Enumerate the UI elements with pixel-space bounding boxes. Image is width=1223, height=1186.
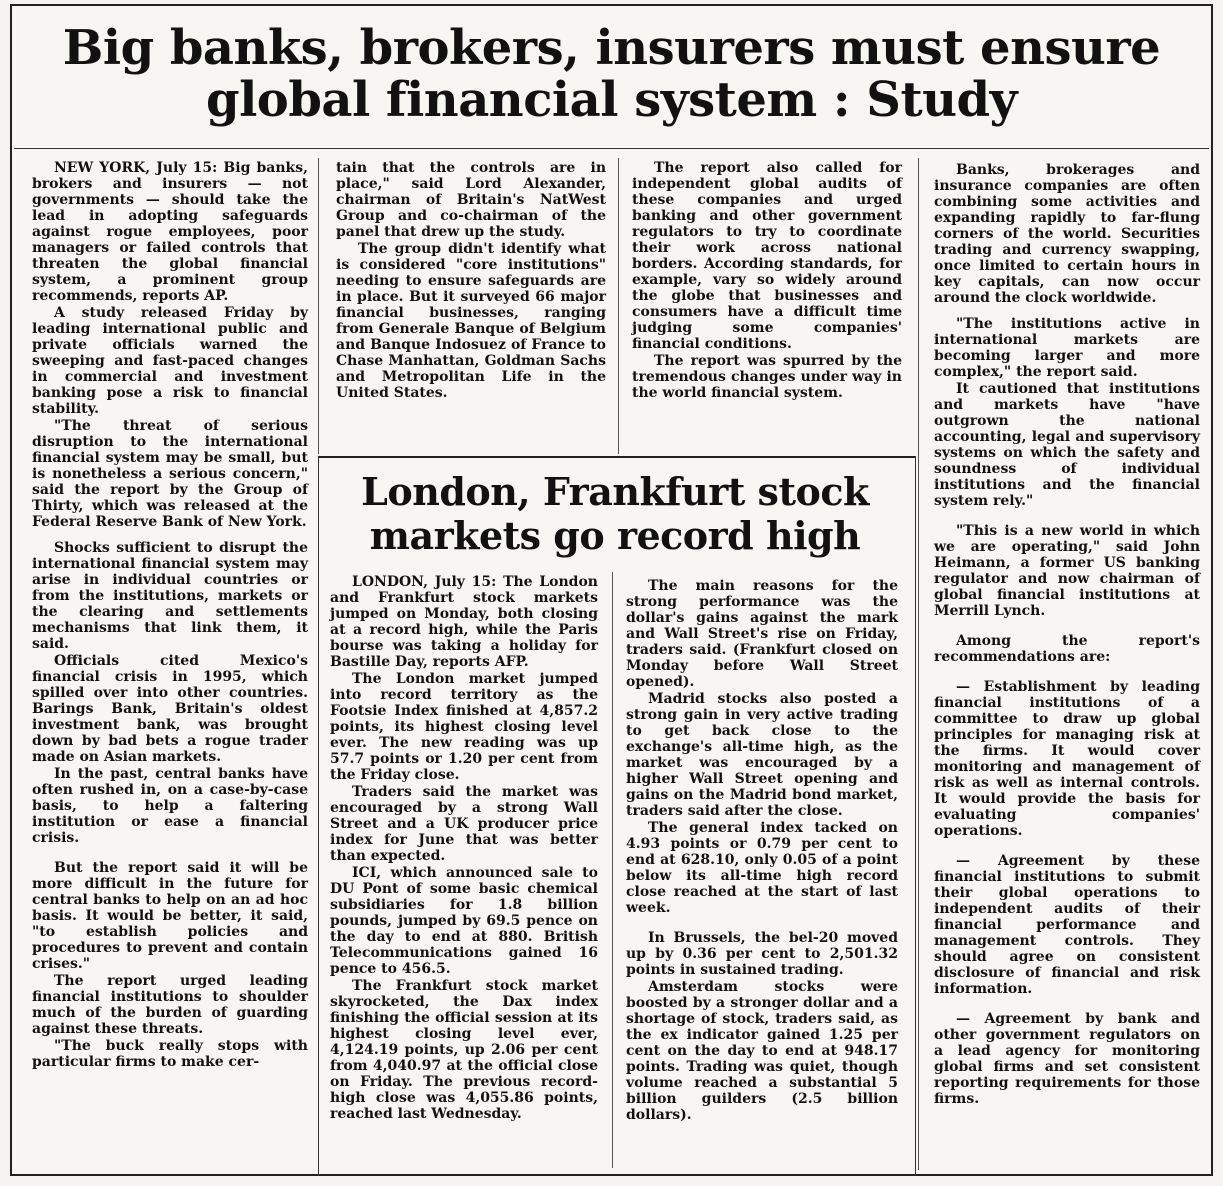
- paragraph: Among the report's recommendations are:: [934, 633, 1200, 665]
- article-column-1: [32, 160, 308, 1071]
- sidebar-headline: [322, 470, 908, 558]
- paragraph: "The threat of serious disruption to the international financial system may be small, but is nonetheless a serious concern," said the report by the Group of Thirty, which was released at the Federal Reserve Bank of New York.: [32, 418, 308, 530]
- paragraph: In Brussels, the bel-20 moved up by 0.36 per cent to 2,501.32 points in sustained trading.: [626, 930, 898, 978]
- paragraph: But the report said it will be more difficult in the future for central banks to help on an ad hoc basis. It would be better, it said, "to establish policies and procedures to prevent and contain crises.": [32, 860, 308, 972]
- column-rule: [612, 572, 613, 1168]
- paragraph: Shocks sufficient to disrupt the international financial system may arise in individual countries or from the institutions, markets or the clearing and settlements mechanisms that link them, it said.: [32, 540, 308, 652]
- paragraph: Madrid stocks also posted a strong gain in very active trading to get back close to the exchange's all-time high, as the market was encouraged by a higher Wall Street opening and gains on the Madrid bond market, traders said after the close.: [626, 691, 898, 819]
- paragraph: tain that the controls are in place," said Lord Alexander, chairman of Britain's NatWest Group and co-chairman of the panel that drew up the study.: [336, 160, 606, 240]
- article-column-4: [934, 162, 1200, 1108]
- article-column-3: [632, 160, 902, 402]
- headline-rule: [14, 148, 1209, 149]
- paragraph: Amsterdam stocks were boosted by a stronger dollar and a shortage of stock, traders said, as the ex indicator gained 1.25 per cent on the day to end at 948.17 points. Trading was quiet, though volume reached a substantial 5 billion guilders (2.5 billion dollars).: [626, 979, 898, 1123]
- main-headline-line1: Big banks, brokers, insurers must ensure: [62, 20, 1161, 76]
- paragraph: The London market jumped into record territory as the Footsie Index finished at 4,857.2 points, its highest closing level ever. The new reading was up 57.7 points or 1.20 per cent from the Friday close.: [330, 671, 598, 783]
- paragraph: The group didn't identify what is considered "core institutions" needing to ensure safeguards are in place. But it surveyed 66 major financial businesses, ranging from Generale Banque of Belgium and Banque Indosuez of France to Chase Manhattan, Goldman Sachs and Metropolitan Life in the United States.: [336, 241, 606, 401]
- sidebar-column-2: [626, 578, 898, 1124]
- paragraph: Traders said the market was encouraged by a strong Wall Street and a UK producer price index for June that was better than expected.: [330, 784, 598, 864]
- paragraph: — Agreement by these financial institutions to submit their global operations to independent audits of their financial performance and management controls. They should agree on consistent disclosure of financial and risk information.: [934, 853, 1200, 997]
- sidebar-headline-line2: markets go record high: [369, 513, 861, 558]
- paragraph: Officials cited Mexico's financial crisis in 1995, which spilled over into other countries. Barings Bank, Britain's oldest investment bank, was brought down by bad bets a rogue trader made on Asian markets.: [32, 653, 308, 765]
- paragraph: "The buck really stops with particular firms to make cer-: [32, 1038, 308, 1070]
- paragraph: It cautioned that institutions and markets have "have outgrown the national accounting, legal and supervisory systems on which the safety and soundness of individual institutions and the financial system rely.": [934, 381, 1200, 509]
- paragraph: — Establishment by leading financial institutions of a committee to draw up global principles for managing risk at the firms. It would cover monitoring and management of risk as well as internal controls. It would provide the basis for evaluating companies' operations.: [934, 679, 1200, 839]
- paragraph: The report urged leading financial institutions to shoulder much of the burden of guarding against these threats.: [32, 973, 308, 1037]
- paragraph: In the past, central banks have often rushed in, on a case-by-case basis, to help a faltering institution or ease a financial crisis.: [32, 766, 308, 846]
- paragraph: The Frankfurt stock market skyrocketed, the Dax index finishing the official session at its highest closing level ever, 4,124.19 points, up 2.06 per cent from 4,040.97 at the official close on Friday. The previous record-high close was 4,055.86 points, reached last Wednesday.: [330, 978, 598, 1122]
- main-headline: [20, 22, 1203, 126]
- paragraph: ICI, which announced sale to DU Pont of some basic chemical subsidiaries for 1.8 billion pounds, jumped by 69.5 pence on the day to end at 880. British Telecommunications gained 16 pence to 456.5.: [330, 865, 598, 977]
- paragraph: "This is a new world in which we are operating," said John Heimann, a former US banking regulator and now chairman of global financial institutions at Merrill Lynch.: [934, 523, 1200, 619]
- paragraph: The report was spurred by the tremendous changes under way in the world financial system.: [632, 353, 902, 401]
- paragraph: LONDON, July 15: The London and Frankfurt stock markets jumped on Monday, both closing at a record high, while the Paris bourse was taking a holiday for Bastille Day, reports AFP.: [330, 574, 598, 670]
- column-rule: [918, 158, 919, 1170]
- sidebar-column-1: [330, 574, 598, 1123]
- paragraph: — Agreement by bank and other government regulators on a lead agency for monitoring global firms and set consistent reporting requirements for those firms.: [934, 1011, 1200, 1107]
- main-headline-line2: global financial system : Study: [206, 72, 1017, 128]
- sidebar-headline-line1: London, Frankfurt stock: [361, 469, 869, 514]
- paragraph: NEW YORK, July 15: Big banks, brokers and insurers — not governments — should take the lead in adopting safeguards against rogue employees, poor managers or failed controls that threaten the global financial system, a prominent group recommends, reports AP.: [32, 160, 308, 304]
- paragraph: Banks, brokerages and insurance companies are often combining some activities and expanding rapidly to far-flung corners of the world. Securities trading and currency swapping, once limited to certain hours in key capitals, can now occur around the clock worldwide.: [934, 162, 1200, 306]
- paragraph: A study released Friday by leading international public and private officials warned the sweeping and fast-paced changes in commercial and investment banking pose a risk to financial stability.: [32, 305, 308, 417]
- column-rule: [318, 158, 319, 454]
- article-column-2: [336, 160, 606, 402]
- paragraph: The main reasons for the strong performance was the dollar's gains against the mark and Wall Street's rise on Friday, traders said. (Frankfurt closed on Monday before Wall Street opened).: [626, 578, 898, 690]
- paragraph: "The institutions active in international markets are becoming larger and more complex," the report said.: [934, 316, 1200, 380]
- column-rule: [618, 158, 619, 454]
- paragraph: The report also called for independent global audits of these companies and urged banking and other government regulators to try to coordinate their work across national borders. According standards, for example, vary so widely around the globe that businesses and consumers have a difficult time judging some companies' financial conditions.: [632, 160, 902, 352]
- paragraph: The general index tacked on 4.93 points or 0.79 per cent to end at 628.10, only 0.05 of a point below its all-time high record close reached at the start of last week.: [626, 820, 898, 916]
